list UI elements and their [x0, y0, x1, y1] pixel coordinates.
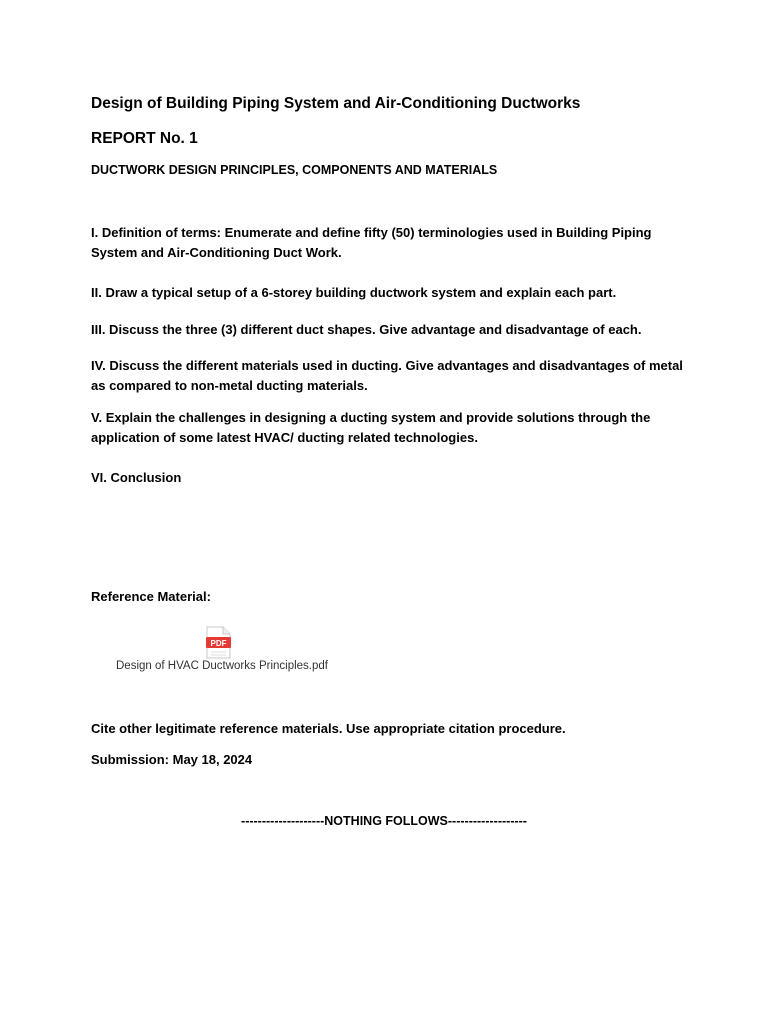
reference-material-label: Reference Material: — [91, 589, 211, 604]
instruction-item: V. Explain the challenges in designing a ducting system and provide solutions through the application of some latest HVAC/ ducting related technologies. — [91, 410, 651, 445]
pdf-file-icon[interactable] — [206, 626, 231, 659]
instruction-item: II. Draw a typical setup of a 6-storey building ductwork system and explain each part. — [91, 285, 617, 300]
nothing-follows-footer: --------------------NOTHING FOLLOWS------------------- — [241, 814, 527, 828]
instruction-item: I. Definition of terms: Enumerate and define fifty (50) terminologies used in Building Piping System and Air-Conditioning Duct Work. — [91, 225, 652, 260]
instruction-item: III. Discuss the three (3) different duct shapes. Give advantage and disadvantage of each. — [91, 322, 642, 337]
citation-note: Cite other legitimate reference materials. Use appropriate citation procedure. — [91, 721, 566, 736]
pdf-badge-text: PDF — [210, 638, 227, 648]
instruction-item: VI. Conclusion — [91, 470, 182, 485]
report-subtitle: DUCTWORK DESIGN PRINCIPLES, COMPONENTS AND MATERIALS — [91, 163, 498, 177]
document-title: Design of Building Piping System and Air-Conditioning Ductworks — [91, 95, 581, 112]
instruction-item: IV. Discuss the different materials used in ducting. Give advantages and disadvantages of metal as compared to non-metal ducting materials. — [91, 358, 683, 393]
attachment-filename-link[interactable]: Design of HVAC Ductworks Principles.pdf — [116, 660, 328, 672]
submission-date: Submission: May 18, 2024 — [91, 752, 253, 767]
report-number: REPORT No. 1 — [91, 130, 198, 147]
